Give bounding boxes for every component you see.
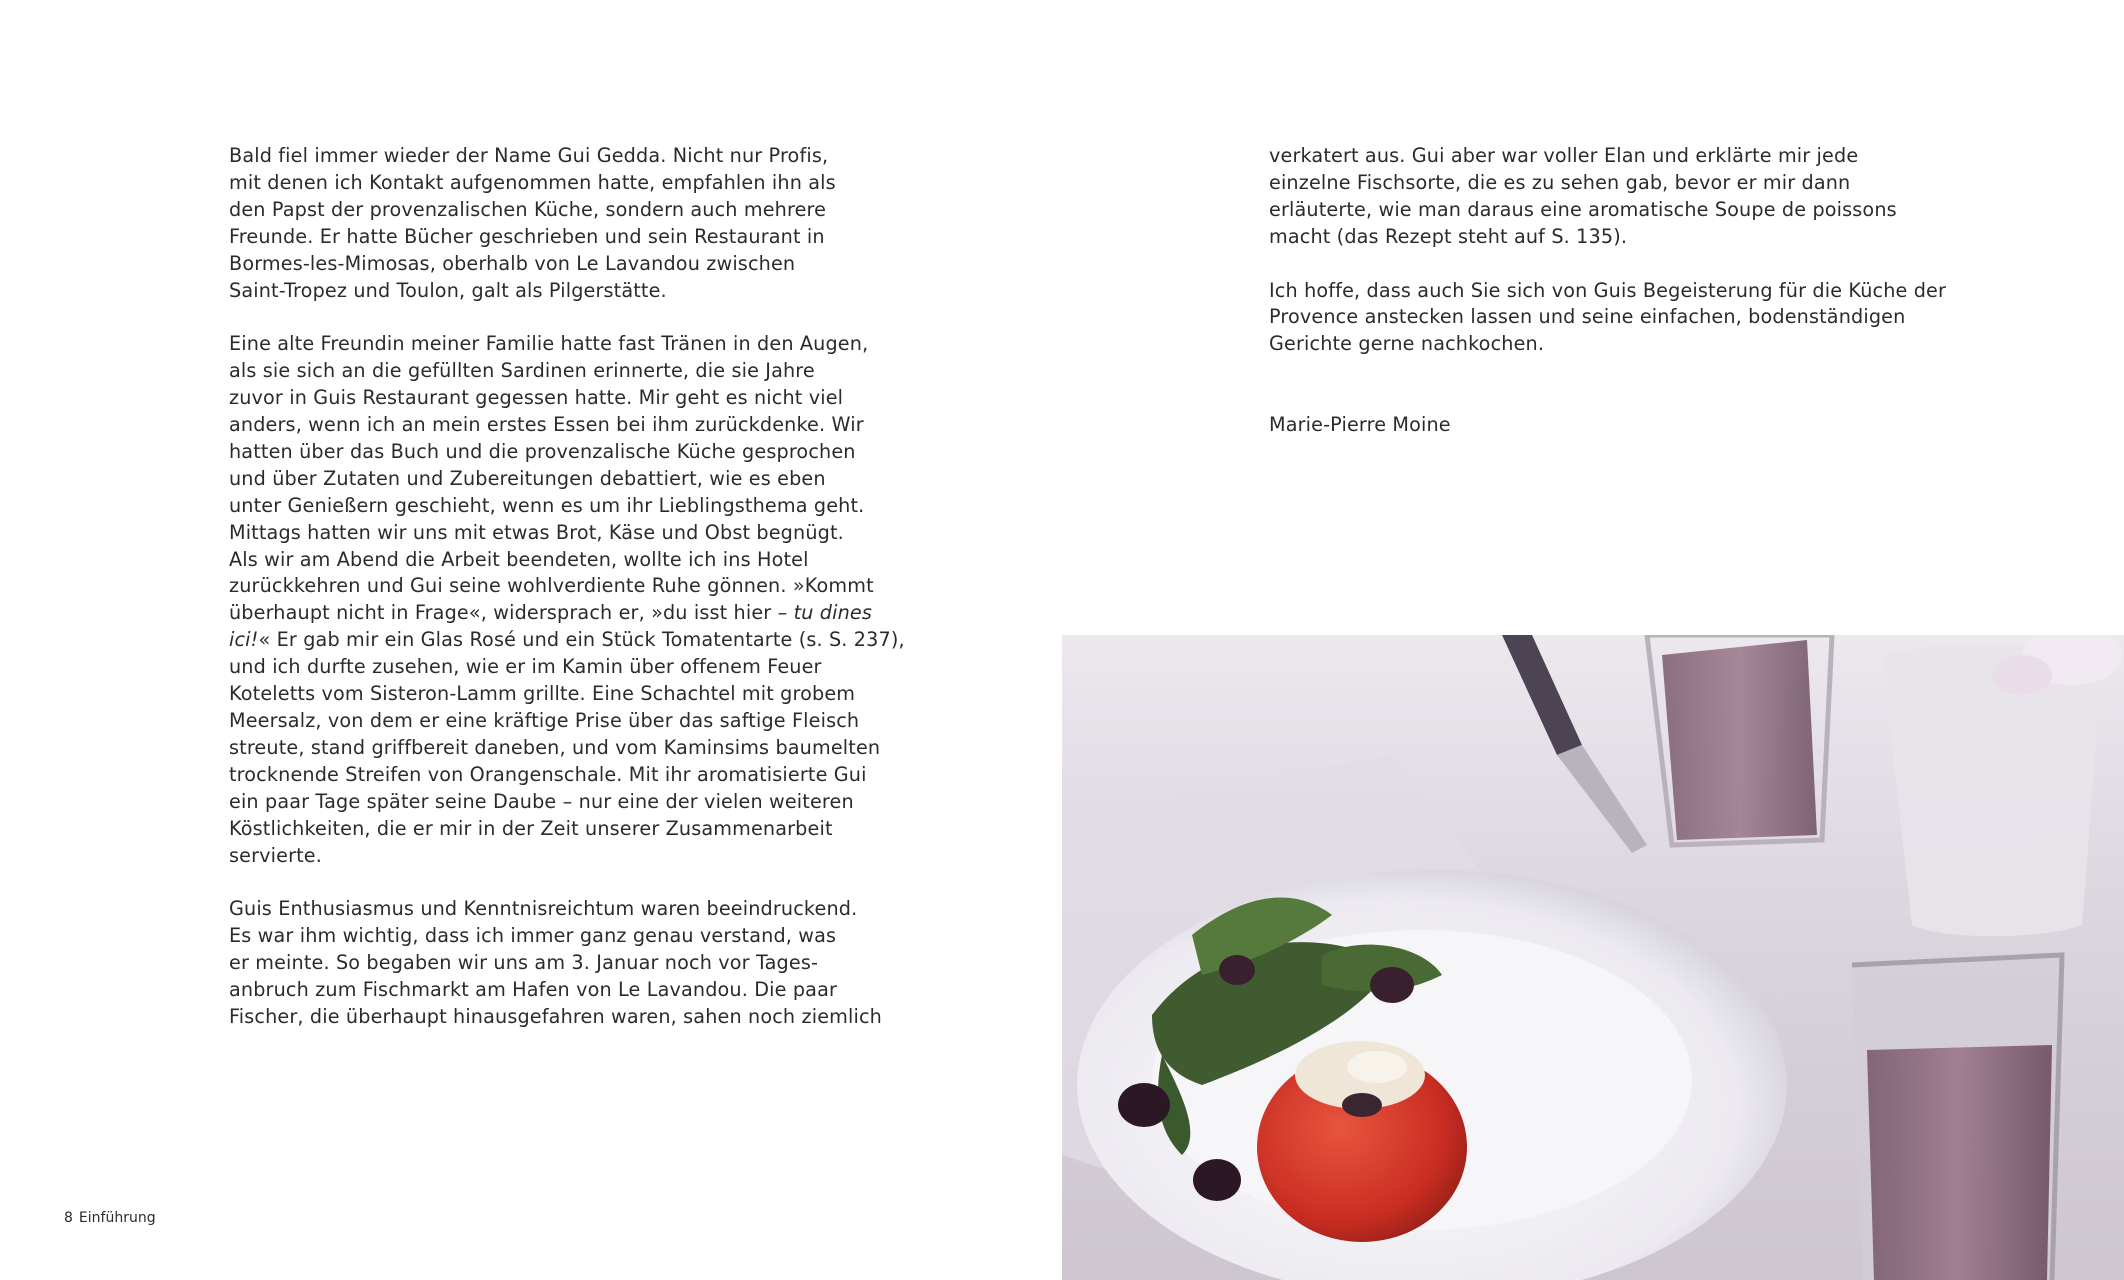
- left-text-column: [229, 143, 905, 1031]
- paragraph: [229, 331, 905, 869]
- text-line: Bormes-les-Mimosas, oberhalb von Le Lavandou zwischen: [229, 251, 796, 275]
- text-line: anbruch zum Fischmarkt am Hafen von Le Lavandou. Die paar: [229, 978, 838, 1002]
- food-photo: [1062, 635, 2124, 1280]
- text-line: und über Zutaten und Zubereitungen debattiert, wie es eben: [229, 466, 826, 490]
- text-line: mit denen ich Kontakt aufgenommen hatte, empfahlen ihn als: [229, 170, 836, 194]
- italic-phrase: tu dines: [793, 601, 873, 625]
- text-line: Koteletts vom Sisteron-Lamm grillte. Eine Schachtel mit grobem: [229, 682, 856, 706]
- text-line: Fischer, die überhaupt hinausgefahren waren, sahen noch ziemlich: [229, 1004, 882, 1028]
- text-line: verkatert aus. Gui aber war voller Elan und erklärte mir jede: [1269, 144, 1859, 167]
- paragraph: [229, 896, 882, 1031]
- text-line: erläuterte, wie man daraus eine aromatische Soupe de poissons: [1269, 197, 1897, 221]
- text-line: Ich hoffe, dass auch Sie sich von Guis Begeisterung für die Küche der: [1269, 278, 1947, 302]
- text-line: macht (das Rezept steht auf S. 135).: [1269, 224, 1628, 248]
- text-line: er meinte. So begaben wir uns am 3. Januar noch vor Tages-: [229, 951, 819, 975]
- text-line: Freunde. Er hatte Bücher geschrieben und sein Restaurant in: [229, 224, 825, 248]
- text-line: Provence anstecken lassen und seine einfachen, bodenständigen: [1269, 305, 1906, 329]
- text-line: Köstlichkeiten, die er mir in der Zeit unserer Zusammenarbeit: [229, 816, 833, 840]
- paragraph: [229, 143, 879, 304]
- text-line: als sie sich an die gefüllten Sardinen erinnerte, die sie Jahre: [229, 359, 815, 383]
- text-line: Gerichte gerne nachkochen.: [1269, 332, 1545, 356]
- text-line: Guis Enthusiasmus und Kenntnisreichtum waren beeindruckend.: [229, 897, 858, 921]
- text-line: trocknende Streifen von Orangenschale. Mit ihr aromatisierte Gui: [229, 762, 867, 786]
- text-line: Eine alte Freundin meiner Familie hatte fast Tränen in den Augen,: [229, 332, 869, 356]
- text-line: und ich durfte zusehen, wie er im Kamin über offenem Feuer: [229, 655, 822, 679]
- text-line: zurückkehren und Gui seine wohlverdiente Ruhe gönnen. »Kommt: [229, 574, 874, 598]
- text-line: einzelne Fischsorte, die es zu sehen gab, bevor er mir dann: [1269, 170, 1851, 194]
- page-footer: [64, 1210, 156, 1226]
- page-number: 8: [64, 1210, 73, 1226]
- italic-phrase: ici!: [229, 628, 259, 652]
- text-line: den Papst der provenzalischen Küche, sondern auch mehrere: [229, 197, 827, 221]
- section-name: Einführung: [78, 1210, 156, 1226]
- text-line: Es war ihm wichtig, dass ich immer ganz genau verstand, was: [229, 924, 837, 948]
- text-line: Bald fiel immer wieder der Name Gui Gedda. Nicht nur Profis,: [229, 144, 829, 167]
- text-line: streute, stand griffbereit daneben, und vom Kaminsims baumelten: [229, 735, 881, 759]
- text-line: ein paar Tage später seine Daube – nur eine der vielen weiteren: [229, 789, 854, 813]
- text-line: Saint-Tropez und Toulon, galt als Pilgerstätte.: [229, 278, 667, 302]
- text-line: Als wir am Abend die Arbeit beendeten, wollte ich ins Hotel: [229, 547, 809, 571]
- paragraph: [1269, 278, 1959, 359]
- text-line: unter Genießern geschieht, wenn es um ihr Lieblingsthema geht.: [229, 493, 865, 517]
- text-line: anders, wenn ich an mein erstes Essen bei ihm zurückdenke. Wir: [229, 413, 864, 437]
- text-line: Meersalz, von dem er eine kräftige Prise über das saftige Fleisch: [229, 709, 860, 733]
- text-run: überhaupt nicht in Frage«, widersprach er, »du isst hier –: [229, 601, 794, 625]
- text-line: hatten über das Buch und die provenzalische Küche gesprochen: [229, 439, 856, 463]
- text-line: zuvor in Guis Restaurant gegessen hatte. Mir geht es nicht viel: [229, 386, 844, 410]
- right-text-column: [1269, 143, 1959, 439]
- text-line: [229, 627, 905, 654]
- text-line: Mittags hatten wir uns mit etwas Brot, Käse und Obst begnügt.: [229, 520, 844, 544]
- author-signature: Marie-Pierre Moine: [1269, 413, 1451, 437]
- paragraph: [1269, 143, 1959, 251]
- text-run: « Er gab mir ein Glas Rosé und ein Stück Tomatentarte (s. S. 237),: [258, 628, 905, 652]
- text-line: servierte.: [229, 843, 322, 867]
- text-line: [229, 600, 879, 627]
